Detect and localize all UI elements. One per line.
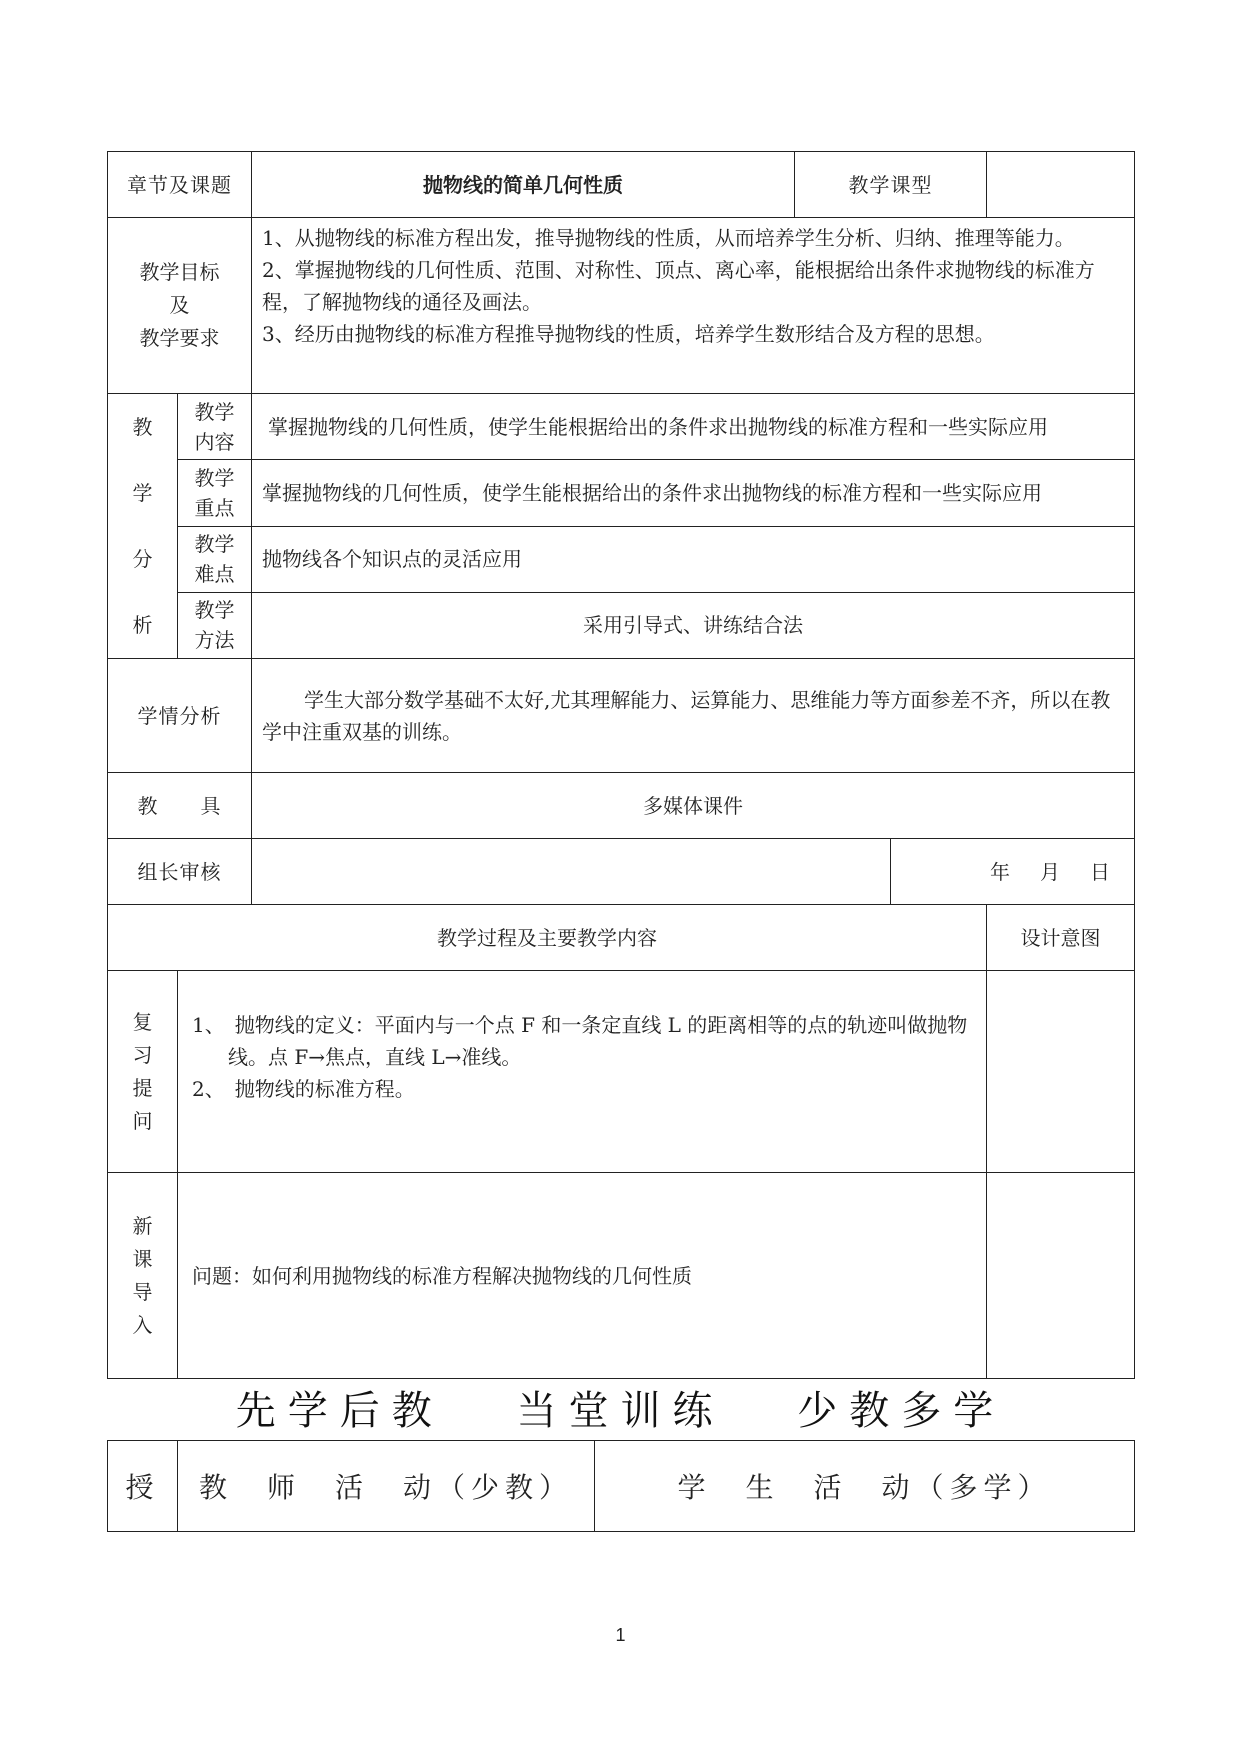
keypoint-label: 教学 重点 — [178, 460, 252, 526]
difficulty-label: 教学 难点 — [178, 526, 252, 592]
slogan — [107, 1386, 1134, 1436]
lesson-plan-table — [107, 151, 1135, 1379]
activity-first-col: 授 — [108, 1441, 178, 1532]
review-section-content — [178, 971, 987, 1173]
keypoint-value: 掌握抛物线的几何性质，使学生能根据给出的条件求出抛物线的标准方程和一些实际应用 — [252, 460, 1135, 526]
design-intent-header: 设计意图 — [987, 905, 1135, 971]
content-label: 教学 内容 — [178, 394, 252, 460]
student-activity-header: 学 生 活 动（多学） — [595, 1441, 1135, 1532]
slogan-part: 先学后教 — [235, 1388, 444, 1434]
intro-section-content: 问题：如何利用抛物线的标准方程解决抛物线的几何性质 — [178, 1173, 987, 1379]
review-label: 组长审核 — [108, 839, 252, 905]
lesson-type-label: 教学课型 — [795, 152, 987, 218]
objective-item: 2、掌握抛物线的几何性质、范围、对称性、顶点、离心率，能根据给出条件求抛物线的标准方程，了解抛物线的通径及画法。 — [262, 258, 1095, 314]
activity-table — [107, 1440, 1135, 1532]
teacher-activity-header: 教 师 活 动（少教） — [178, 1441, 595, 1532]
intro-section-intent — [987, 1173, 1135, 1379]
intro-section-label: 新 课 导 入 — [108, 1173, 178, 1379]
method-label: 教学 方法 — [178, 592, 252, 658]
review-section-label: 复 习 提 问 — [108, 971, 178, 1173]
objectives-content — [252, 218, 1135, 394]
list-item: 1、 抛物线的定义：平面内与一个点 F 和一条定直线 L 的距离相等的点的轨迹叫做抛物线。点 F→焦点，直线 L→准线。 — [192, 1013, 968, 1069]
objectives-label: 教学目标 及 教学要求 — [108, 218, 252, 394]
tools-value: 多媒体课件 — [252, 773, 1135, 839]
objective-item: 3、经历由抛物线的标准方程推导抛物线的性质，培养学生数形结合及方程的思想。 — [262, 322, 995, 346]
review-date: 年 月 日 — [891, 839, 1135, 905]
difficulty-value: 抛物线各个知识点的灵活应用 — [252, 526, 1135, 592]
page-number: 1 — [615, 1625, 626, 1645]
lesson-type-value — [987, 152, 1135, 218]
slogan-part: 少教多学 — [797, 1388, 1006, 1434]
process-header: 教学过程及主要教学内容 — [108, 905, 987, 971]
content-value: 掌握抛物线的几何性质，使学生能根据给出的条件求出抛物线的标准方程和一些实际应用 — [252, 394, 1135, 460]
review-section-intent — [987, 971, 1135, 1173]
list-item: 2、 抛物线的标准方程。 — [192, 1077, 415, 1101]
slogan-part: 当堂训练 — [516, 1388, 725, 1434]
analysis-label: 教 学 分 析 — [108, 394, 178, 659]
tools-label: 教 具 — [108, 773, 252, 839]
situation-value: 学生大部分数学基础不太好,尤其理解能力、运算能力、思维能力等方面参差不齐，所以在教学中注重双基的训练。 — [252, 659, 1135, 773]
review-signature — [252, 839, 891, 905]
objective-item: 1、从抛物线的标准方程出发，推导抛物线的性质，从而培养学生分析、归纳、推理等能力。 — [262, 226, 1075, 250]
method-value: 采用引导式、讲练结合法 — [252, 592, 1135, 658]
lesson-title: 抛物线的简单几何性质 — [252, 152, 795, 218]
situation-label: 学情分析 — [108, 659, 252, 773]
chapter-label: 章节及课题 — [108, 152, 252, 218]
